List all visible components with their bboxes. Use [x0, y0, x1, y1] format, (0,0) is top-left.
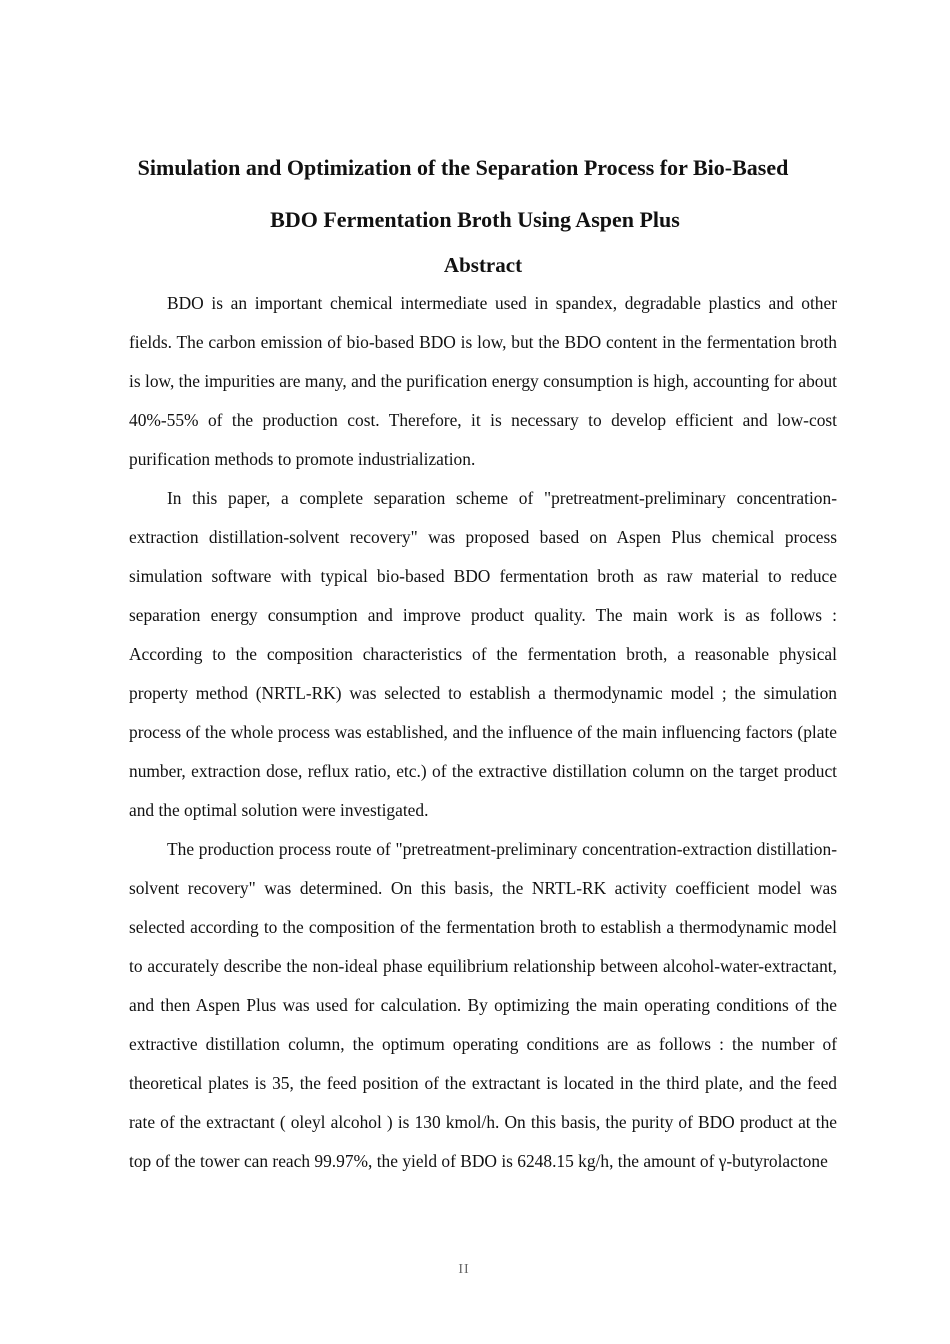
abstract-heading: Abstract [443, 253, 523, 277]
abstract-paragraph-1: BDO is an important chemical intermediate used in spandex, degradable plastics and other fields. The carbon emission of bio-based BDO is low, but the BDO content in the fermentation broth is low, the impurities are many, and the purification energy consumption is high, accounting for about 40%-55% of the production cost. Therefore, it is necessary to develop efficient and low-cost purification methods to promote industrialization. [129, 293, 837, 469]
paper-title-line-2: BDO Fermentation Broth Using Aspen Plus [270, 207, 680, 232]
paper-title-line-1: Simulation and Optimization of the Separation Process for Bio-Based [137, 155, 789, 180]
page-number: II [458, 1262, 470, 1277]
abstract-paragraph-3: The production process route of "pretreatment-preliminary concentration-extraction distillation-solvent recovery" was determined. On this basis, the NRTL-RK activity coefficient model was selected according to the composition of the fermentation broth to establish a thermodynamic model to accurately describe the non-ideal phase equilibrium relationship between alcohol-water-extractant, and then Aspen Plus was used for calculation. By optimizing the main operating conditions of the extractive distillation column, the optimum operating conditions are as follows : the number of theoretical plates is 35, the feed position of the extractant is located in the third plate, and the feed rate of the extractant ( oleyl alcohol ) is 130 kmol/h. On this basis, the purity of BDO product at the top of the tower can reach 99.97%, the yield of BDO is 6248.15 kg/h, the amount of γ-butyrolactone [129, 839, 837, 1171]
abstract-paragraph-2: In this paper, a complete separation scheme of "pretreatment-preliminary concentration-extraction distillation-solvent recovery" was proposed based on Aspen Plus chemical process simulation software with typical bio-based BDO fermentation broth as raw material to reduce separation energy consumption and improve product quality. The main work is as follows : According to the composition characteristics of the fermentation broth, a reasonable physical property method (NRTL-RK) was selected to establish a thermodynamic model ; the simulation process of the whole process was established, and the influence of the main influencing factors (plate number, extraction dose, reflux ratio, etc.) of the extractive distillation column on the target product and the optimal solution were investigated. [129, 488, 837, 820]
abstract-body [129, 284, 837, 1181]
